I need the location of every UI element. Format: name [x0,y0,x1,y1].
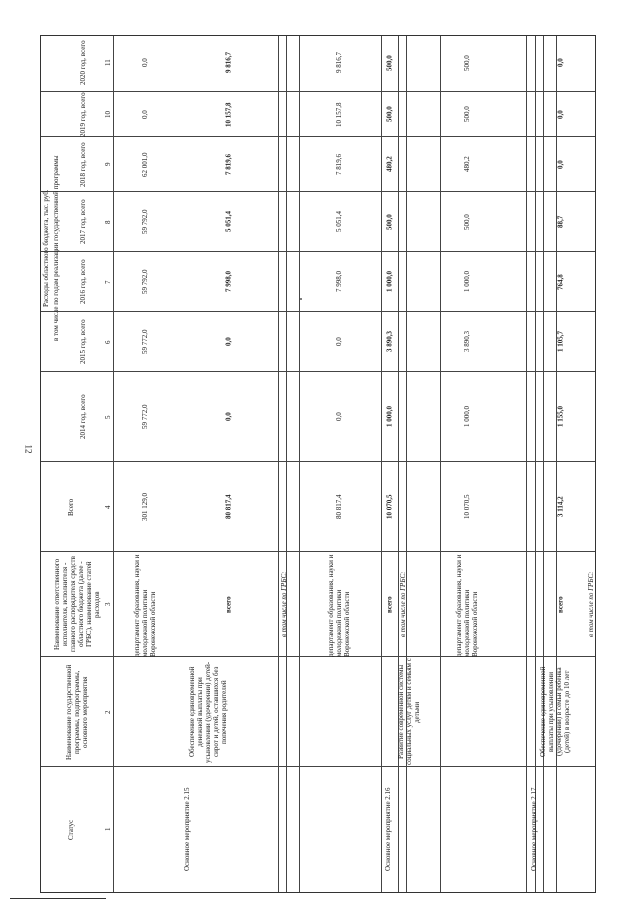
header-year-2: 2015 год, всего [79,319,87,365]
year-value-cell: 62 001,0 [141,152,149,177]
year-value-cell: 59 792,0 [141,209,149,235]
year-value-cell: 59 772,0 [141,329,149,355]
column-number: 2 [104,710,112,714]
year-value-cell: 500,0 [463,55,471,71]
year-value-cell: 1 000,0 [385,271,394,293]
year-value-cell: 5 051,4 [224,211,233,233]
year-value-cell: 0,0 [224,337,233,347]
row-separator [113,36,114,892]
executor-cell: всего [224,596,233,613]
total-cell: 80 817,4 [224,494,233,520]
year-value-cell: 500,0 [385,214,394,230]
row-separator [526,36,527,892]
year-value-cell: 500,0 [463,106,471,123]
executor-cell: департамент образования, науки и молодежной политики Воронежской области [133,554,157,657]
year-value-cell: 3 890,3 [463,331,471,353]
status-cell: Основное мероприятие 2.15 [183,787,191,872]
page-number: 12 [23,444,34,454]
column-separator [41,766,595,767]
year-value-cell: 0,0 [335,337,343,347]
total-cell: 301 129,0 [141,493,149,521]
column-number: 6 [104,340,112,344]
status-cell: Основное мероприятие 2.16 [384,787,392,872]
program-name-cell: Обеспечение единовременной денежной выплаты при усыновлении (удочерении) детей-сирот и детей, оставшихся без попечения родителей [188,661,228,763]
year-value-cell: 1 000,0 [463,271,471,293]
year-value-cell: 10 157,8 [224,102,233,127]
year-value-cell: 1 000,0 [385,406,394,428]
header-year-4: 2017 год, всего [79,199,87,245]
column-number: 9 [104,162,112,167]
total-cell: 3 114,2 [556,496,565,518]
year-value-cell: 1 105,7 [556,331,565,353]
year-value-cell: 500,0 [385,55,394,71]
header-including-years: в том числе по годам реализации государственной программы [52,155,60,341]
year-value-cell: 3 890,3 [385,331,394,353]
year-value-cell: 480,2 [385,156,394,173]
total-cell: 10 070,5 [463,494,471,520]
year-value-cell: 1 155,0 [556,406,565,428]
year-value-cell: 7 998,0 [335,271,343,293]
year-value-cell: 0,0 [141,58,149,68]
header-expenses-title: Расходы областного бюджета, тыс. руб. [42,189,50,307]
year-value-cell: 500,0 [463,214,471,230]
year-value-cell: 500,0 [385,106,394,123]
year-value-cell: 59 792,0 [141,269,149,295]
column-number: 5 [104,415,112,419]
header-total: Всего [67,498,75,516]
column-number: 1 [104,827,112,832]
year-value-cell: 0,0 [141,110,149,119]
executor-cell: в том числе по ГРБС: [399,571,407,638]
executor-cell: в том числе по ГРБС: [280,571,288,638]
program-name-cell: Обеспечение единовременной выплаты при усыновлении (удочерении) в семьи ребенка (детей) в возрасте до 10 лет [539,666,571,758]
year-value-cell: 1 000,0 [463,406,471,428]
year-value-cell: 88,7 [556,215,565,229]
executor-cell: департамент образования, науки и молодежной политики Воронежской области [327,554,351,657]
header-year-5: 2018 год, всего [79,142,87,187]
total-cell: 80 817,4 [335,494,343,520]
column-number: 11 [104,59,112,67]
row-separator [286,36,287,892]
executor-cell: в том числе по ГРБС: [587,571,595,638]
status-cell: Основное мероприятие 2.17 [530,787,538,872]
year-value-cell: 9 816,7 [224,52,233,74]
year-value-cell: 7 998,0 [224,271,233,293]
year-value-cell: 10 157,8 [335,102,343,127]
year-value-cell: 0,0 [335,412,343,422]
footnote-line [10,898,106,899]
column-number: 7 [104,280,112,284]
header-year-7: 2020 год, всего [79,40,87,86]
total-cell: 10 070,5 [385,494,394,520]
row-separator [278,36,279,892]
year-value-cell: 0,0 [556,58,565,68]
year-value-cell: 7 819,6 [224,154,233,175]
header-year-6: 2019 год, всего [79,92,87,137]
year-value-cell: 59 772,0 [141,404,149,430]
header-year-1: 2014 год, всего [79,394,87,440]
column-number: 3 [104,602,112,607]
program-name-cell: Развитие современной системы социальных услуг детям и семьям с детьми [397,658,421,766]
executor-cell: всего [385,596,394,613]
header-program-name: Наименование государственной программы, подпрограммы, основного мероприятия [65,664,89,760]
year-value-cell: 0,0 [224,412,233,422]
year-value-cell: 5 051,4 [335,211,343,233]
header-year-3: 2016 год, всего [79,259,87,305]
budget-table [40,35,596,893]
header-status: Статус [67,819,75,840]
year-value-cell: 0,0 [556,160,565,169]
column-number: 4 [104,505,112,509]
year-value-cell: 7 819,6 [335,154,343,175]
column-number: 10 [104,111,112,118]
executor-cell: всего [556,596,565,613]
year-value-cell: 764,8 [556,274,565,290]
year-value-cell: 0,0 [556,110,565,119]
header-executor: Наименование ответственного исполнителя, исполнителя - главного распорядителя средств областного бюджета (далее - ГРБС), наименование статей расходов [53,556,101,653]
year-value-cell: 480,2 [463,156,471,173]
executor-cell: департамент образования, науки и молодежной политики Воронежской области [455,554,479,657]
year-value-cell: 9 816,7 [335,52,343,74]
column-number: 8 [104,220,112,224]
